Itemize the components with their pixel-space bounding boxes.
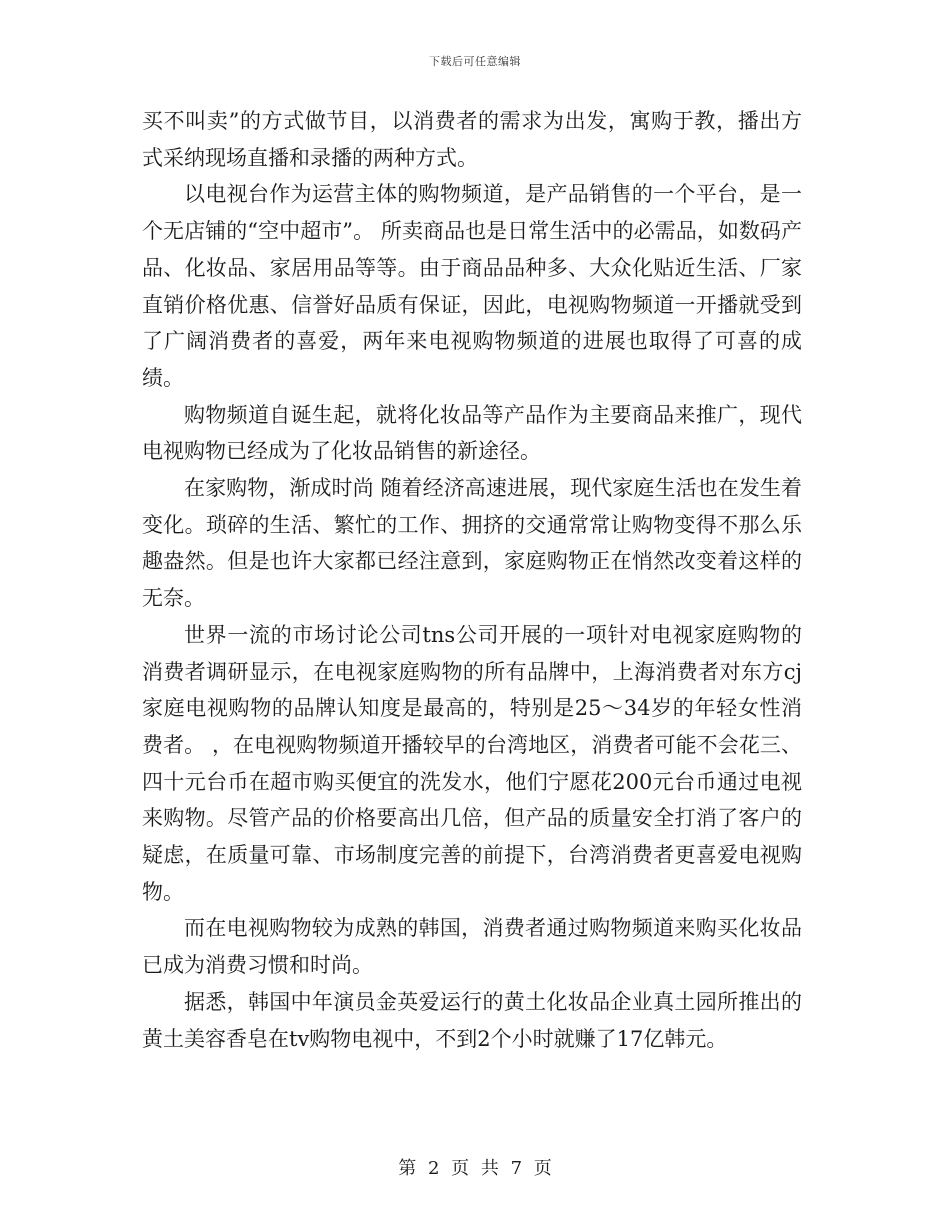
paragraph-4: 在家购物，渐成时尚 随着经济高速进展，现代家庭生活也在发生着变化。琐碎的生活、繁忙的工作、拥挤的交通常常让购物变得不那么乐趣盎然。但是也许大家都已经注意到，家庭购物正在悄然改变着这样的无奈。: [142, 476, 802, 611]
paragraph-2: 以电视台作为运营主体的购物频道，是产品销售的一个平台，是一个无店铺的“空中超市”。 所卖商品也是日常生活中的必需品，如数码产品、化妆品、家居用品等等。由于商品品种多、大众化贴近生活、厂家直销价格优惠、信誉好品质有保证，因此，电视购物频道一开播就受到了广阔消费者的喜爱，两年来电视购物频道的进展也取得了可喜的成绩。: [142, 182, 802, 390]
page-header: 下载后可任意编辑: [429, 55, 521, 68]
paragraph-3: 购物频道自诞生起，就将化妆品等产品作为主要商品来推广，现代电视购物已经成为了化妆品销售的新途径。: [142, 402, 802, 464]
paragraph-5: 世界一流的市场讨论公司tns公司开展的一项针对电视家庭购物的消费者调研显示，在电视家庭购物的所有品牌中，上海消费者对东方cj家庭电视购物的品牌认知度是最高的，特别是25～34岁的年轻女性消费者。 ，在电视购物频道开播较早的台湾地区，消费者可能不会花三、四十元台币在超市购买便宜的洗发水，他们宁愿花200元台币通过电视来购物。尽管产品的价格要高出几倍，但产品的质量安全打消了客户的疑虑，在质量可靠、市场制度完善的前提下，台湾消费者更喜爱电视购物。: [142, 622, 802, 904]
document-body: [142, 103, 802, 1057]
paragraph-1: 买不叫卖”的方式做节目，以消费者的需求为出发，寓购于教，播出方式采纳现场直播和录播的两种方式。: [142, 109, 802, 170]
page-footer: 第 2 页 共 7 页: [398, 1158, 552, 1179]
paragraph-6: 而在电视购物较为成熟的韩国，消费者通过购物频道来购买化妆品已成为消费习惯和时尚。: [142, 916, 802, 978]
paragraph-7: 据悉，韩国中年演员金英爱运行的黄土化妆品企业真土园所推出的黄土美容香皂在tv购物电视中，不到2个小时就赚了17亿韩元。: [142, 989, 802, 1051]
